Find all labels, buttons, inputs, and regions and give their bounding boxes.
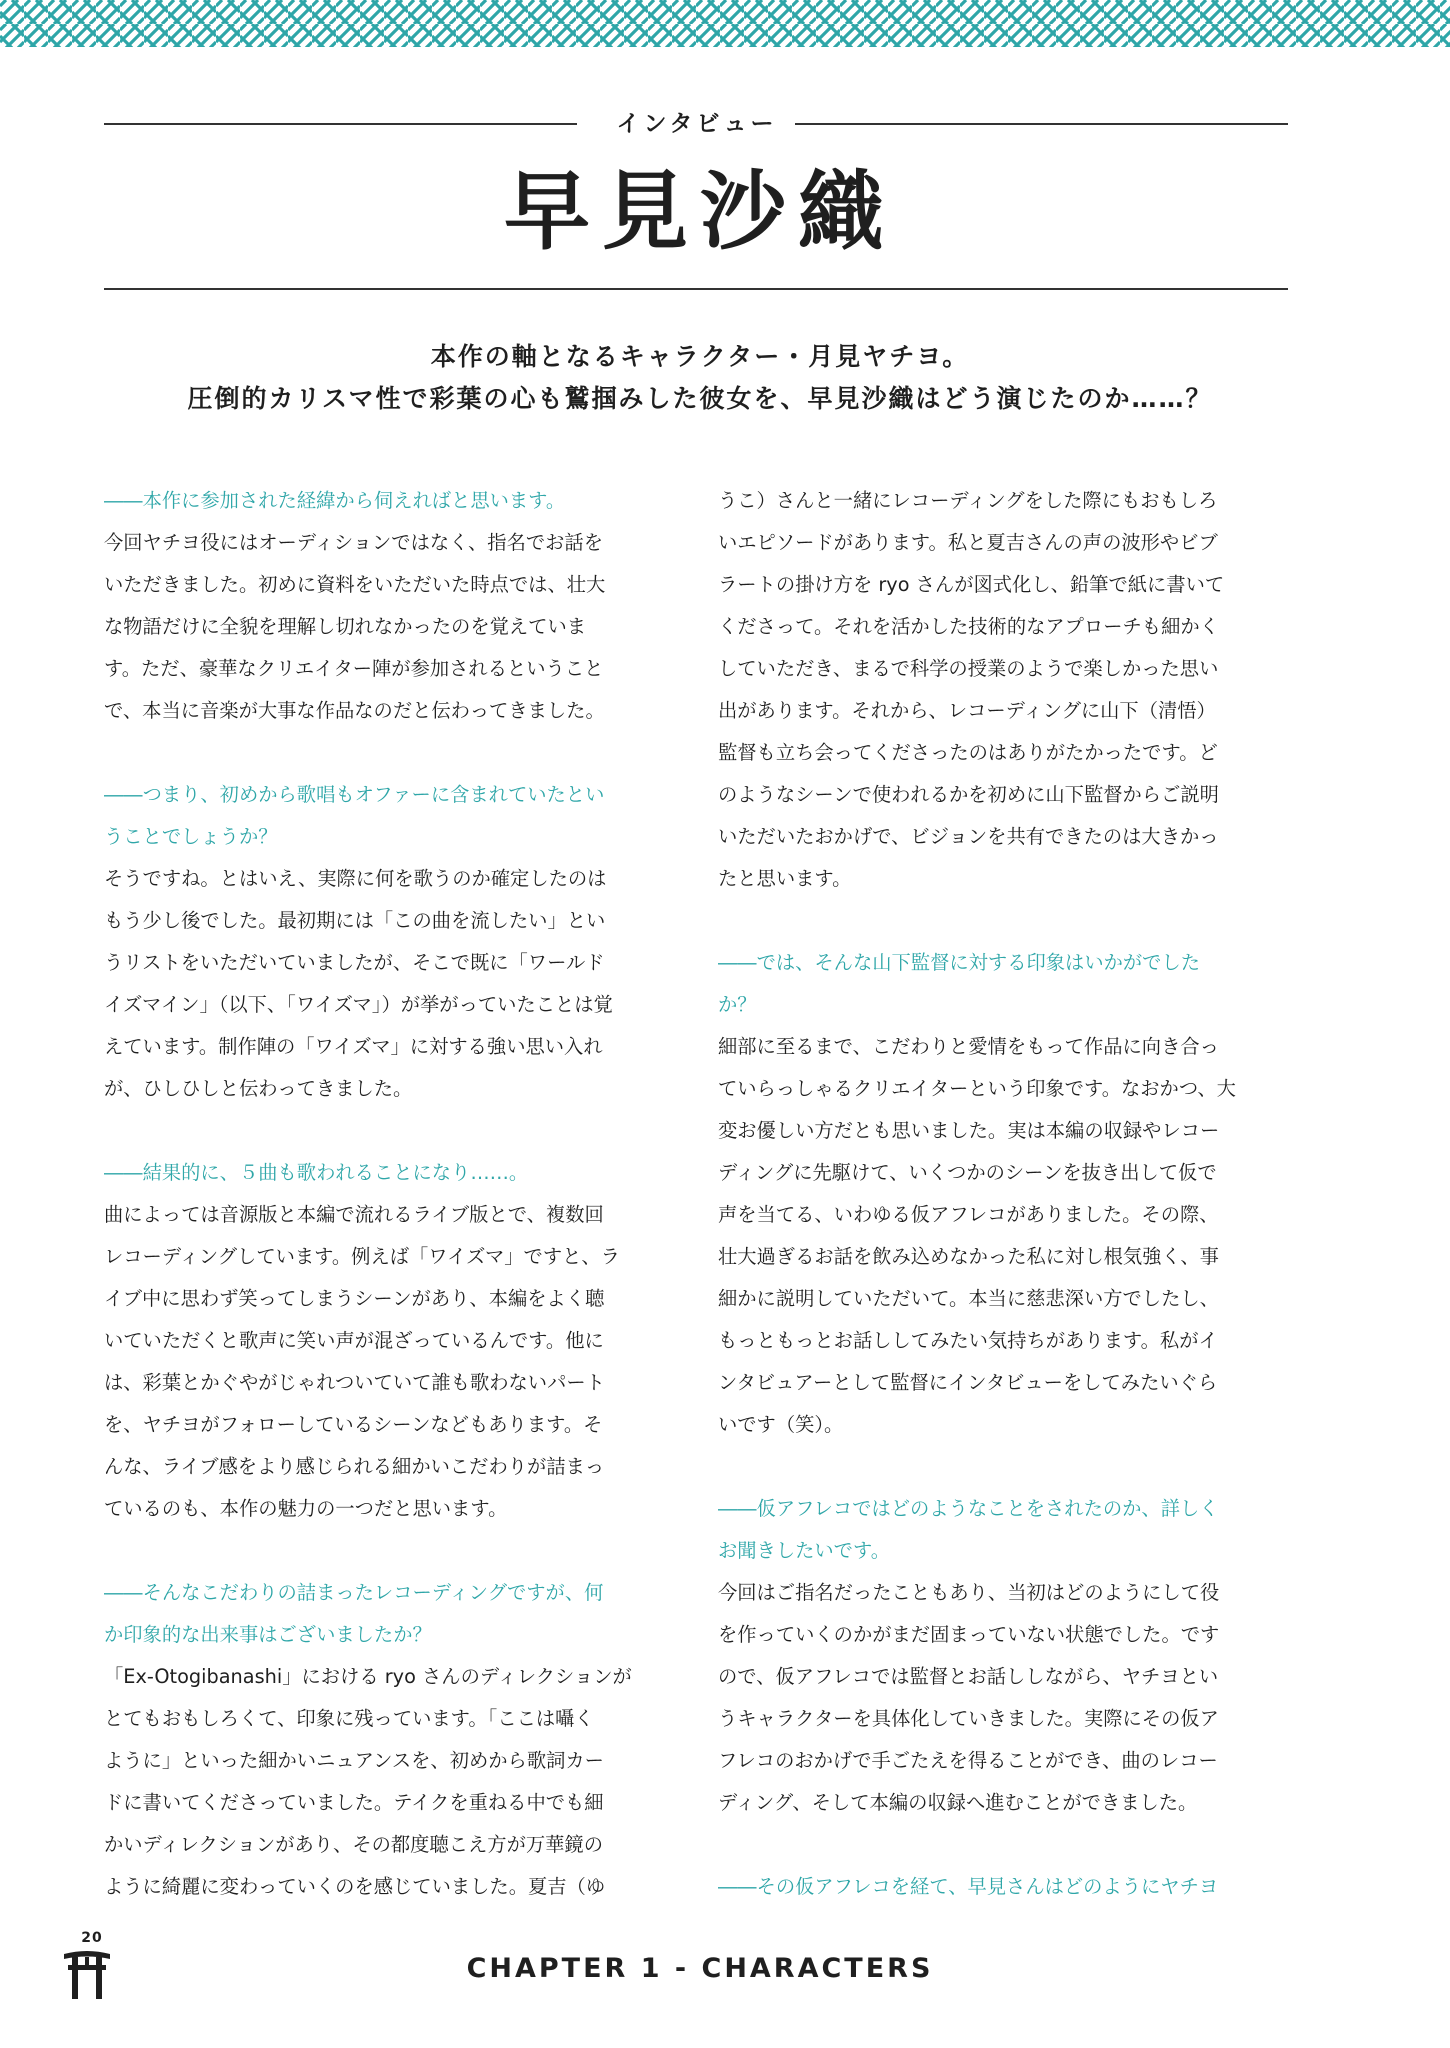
section-label: インタビュー <box>616 111 778 137</box>
interview-answer-line: 声を当てる、いわゆる仮アフレコがありました。その際、 <box>718 1203 1219 1226</box>
interview-answer-line: ドに書いてくださっていました。テイクを重ねる中でも細 <box>104 1791 604 1814</box>
interview-answer-line: 「Ex-Otogibanashi」における ryo さんのディレクションが <box>104 1665 632 1688</box>
divider-left <box>104 123 577 125</box>
interview-question-line: お聞きしたいです。 <box>718 1539 890 1562</box>
interview-answer-line: もっともっとお話ししてみたい気持ちがあります。私がイ <box>718 1329 1218 1352</box>
interview-answer-line: いただきました。初めに資料をいただいた時点では、壮大 <box>104 573 606 596</box>
interview-answer-line: を作っていくのかがまだ固まっていない状態でした。です <box>718 1623 1220 1646</box>
interview-answer-line: ていらっしゃるクリエイターという印象です。なおかつ、大 <box>718 1077 1236 1100</box>
interview-answer-line: もう少し後でした。最初期には「この曲を流したい」とい <box>104 909 606 932</box>
interview-answer-line: いエピソードがあります。私と夏吉さんの声の波形やビブ <box>718 531 1218 554</box>
section-label-row <box>104 110 1288 140</box>
interview-answer-line: いただいたおかげで、ビジョンを共有できたのは大きかっ <box>718 825 1219 848</box>
interview-answer-line: 細部に至るまで、こだわりと愛情をもって作品に向き合っ <box>718 1035 1219 1058</box>
interview-answer-line: ディング、そして本編の収録へ進むことができました。 <box>718 1791 1198 1814</box>
interview-answer-line: いです（笑）。 <box>718 1413 844 1436</box>
interview-answer-line: イブ中に思わず笑ってしまうシーンがあり、本編をよく聴 <box>104 1287 605 1310</box>
interview-answer-line: うこ）さんと一緒にレコーディングをした際にもおもしろ <box>718 489 1218 512</box>
page-number: 20 <box>81 1930 103 1946</box>
interview-answer-line: を、ヤチヨがフォローしているシーンなどもあります。そ <box>104 1413 603 1436</box>
interview-answer-line: くださって。それを活かした技術的なアプローチも細かく <box>718 615 1219 638</box>
interview-answer-line: 細かに説明していただいて。本当に慈悲深い方でしたし、 <box>718 1287 1219 1310</box>
interview-answer-line: フレコのおかげで手ごたえを得ることができ、曲のレコー <box>718 1749 1218 1772</box>
decorative-pattern-band <box>0 0 1450 47</box>
lead-line: 圧倒的カリスマ性で彩葉の心も鷲掴みした彼女を、早見沙織はどう演じたのか……？ <box>187 384 1213 413</box>
interview-answer-line: ンタビュアーとして監督にインタビューをしてみたいぐら <box>718 1371 1218 1394</box>
interview-answer-line: 監督も立ち会ってくださったのはありがたかったです。ど <box>718 741 1218 764</box>
interview-answer-line: レコーディングしています。例えば「ワイズマ」ですと、ラ <box>104 1245 620 1268</box>
interview-question-line: か印象的な出来事はございましたか？ <box>104 1623 432 1646</box>
interview-question-line: ――つまり、初めから歌唱もオファーに含まれていたとい <box>104 783 605 806</box>
interview-answer-line: 変お優しい方だとも思いました。実は本編の収録やレコー <box>718 1119 1220 1142</box>
interview-answer-line: えています。制作陣の「ワイズマ」に対する強い思い入れ <box>104 1035 603 1058</box>
interview-answer-line: ように」といった細かいニュアンスを、初めから歌詞カー <box>104 1749 604 1772</box>
paragraph-gap <box>718 1446 1290 1488</box>
left-column <box>104 480 676 1908</box>
interview-answer-line: とてもおもしろくて、印象に残っています。「ここは囁く <box>104 1707 594 1730</box>
interview-answer-line: 今回ヤチヨ役にはオーディションではなく、指名でお話を <box>104 531 603 554</box>
interview-question-line: ――結果的に、５曲も歌われることになり……。 <box>104 1161 529 1184</box>
interview-answer-line: ディングに先駆けて、いくつかのシーンを抜き出して仮で <box>718 1161 1217 1184</box>
paragraph-gap <box>718 900 1290 942</box>
interview-answer-line: ので、仮アフレコでは監督とお話ししながら、ヤチヨとい <box>718 1665 1219 1688</box>
interview-answer-line: 曲によっては音源版と本編で流れるライブ版とで、複数回 <box>104 1203 604 1226</box>
interview-answer-line: いていただくと歌声に笑い声が混ざっているんです。他に <box>104 1329 604 1352</box>
interview-answer-line: ているのも、本作の魅力の一つだと思います。 <box>104 1497 508 1520</box>
interview-answer-line: んな、ライブ感をより感じられる細かいこだわりが詰まっ <box>104 1455 605 1478</box>
divider-right <box>795 123 1288 125</box>
paragraph-gap <box>104 1530 676 1572</box>
interview-answer-line: が、ひしひしと伝わってきました。 <box>104 1077 413 1100</box>
interview-answer-line: そうですね。とはいえ、実際に何を歌うのか確定したのは <box>104 867 607 890</box>
page-title: 早見沙織 <box>504 162 896 262</box>
interview-question-line: ――仮アフレコではどのようなことをされたのか、詳しく <box>718 1497 1219 1520</box>
right-column <box>718 480 1290 1908</box>
title-divider <box>104 288 1288 290</box>
interview-answer-line: 今回はご指名だったこともあり、当初はどのようにして役 <box>718 1581 1220 1604</box>
interview-question-line: ――そんなこだわりの詰まったレコーディングですが、何 <box>104 1581 604 1604</box>
interview-answer-line: で、本当に音楽が大事な作品なのだと伝わってきました。 <box>104 699 605 722</box>
interview-question-line: うことでしょうか？ <box>104 825 278 848</box>
interview-question-line: ――では、そんな山下監督に対する印象はいかがでした <box>718 951 1201 974</box>
interview-answer-line: うキャラクターを具体化していきました。実際にその仮ア <box>718 1707 1219 1730</box>
interview-answer-line: 壮大過ぎるお話を飲み込めなかった私に対し根気強く、事 <box>718 1245 1219 1268</box>
interview-answer-line: かいディレクションがあり、その都度聴こえ方が万華鏡の <box>104 1833 603 1856</box>
interview-answer-line: な物語だけに全貌を理解し切れなかったのを覚えていま <box>104 615 587 638</box>
interview-question-line: か？ <box>718 993 757 1016</box>
chapter-footer: CHAPTER 1 - CHARACTERS <box>466 1953 934 1984</box>
paragraph-gap <box>104 732 676 774</box>
interview-answer-line: していただき、まるで科学の授業のようで楽しかった思い <box>718 657 1219 680</box>
interview-answer-line: す。ただ、豪華なクリエイター陣が参加されるということ <box>104 657 604 680</box>
interview-answer-line: のようなシーンで使われるかを初めに山下監督からご説明 <box>718 783 1219 806</box>
interview-answer-line: ように綺麗に変わっていくのを感じていました。夏吉（ゆ <box>104 1875 606 1898</box>
interview-answer-line: たと思います。 <box>718 867 852 890</box>
lead-line: 本作の軸となるキャラクター・月見ヤチヨ。 <box>430 342 970 371</box>
interview-answer-line: 出があります。それから、レコーディングに山下（清悟） <box>718 699 1216 722</box>
paragraph-gap <box>718 1824 1290 1866</box>
paragraph-gap <box>104 1110 676 1152</box>
interview-answer-line: ラートの掛け方を ryo さんが図式化し、鉛筆で紙に書いて <box>718 573 1225 596</box>
interview-question-line: ――本作に参加された経緯から伺えればと思います。 <box>104 489 566 512</box>
lead-text <box>0 336 1400 420</box>
interview-answer-line: は、彩葉とかぐやがじゃれついていて誰も歌わないパート <box>104 1371 605 1394</box>
interview-answer-line: イズマイン」（以下、「ワイズマ」）が挙がっていたことは覚 <box>104 993 613 1016</box>
interview-question-line: ――その仮アフレコを経て、早見さんはどのようにヤチヨ <box>718 1875 1219 1898</box>
interview-answer-line: うリストをいただいていましたが、そこで既に「ワールド <box>104 951 605 974</box>
